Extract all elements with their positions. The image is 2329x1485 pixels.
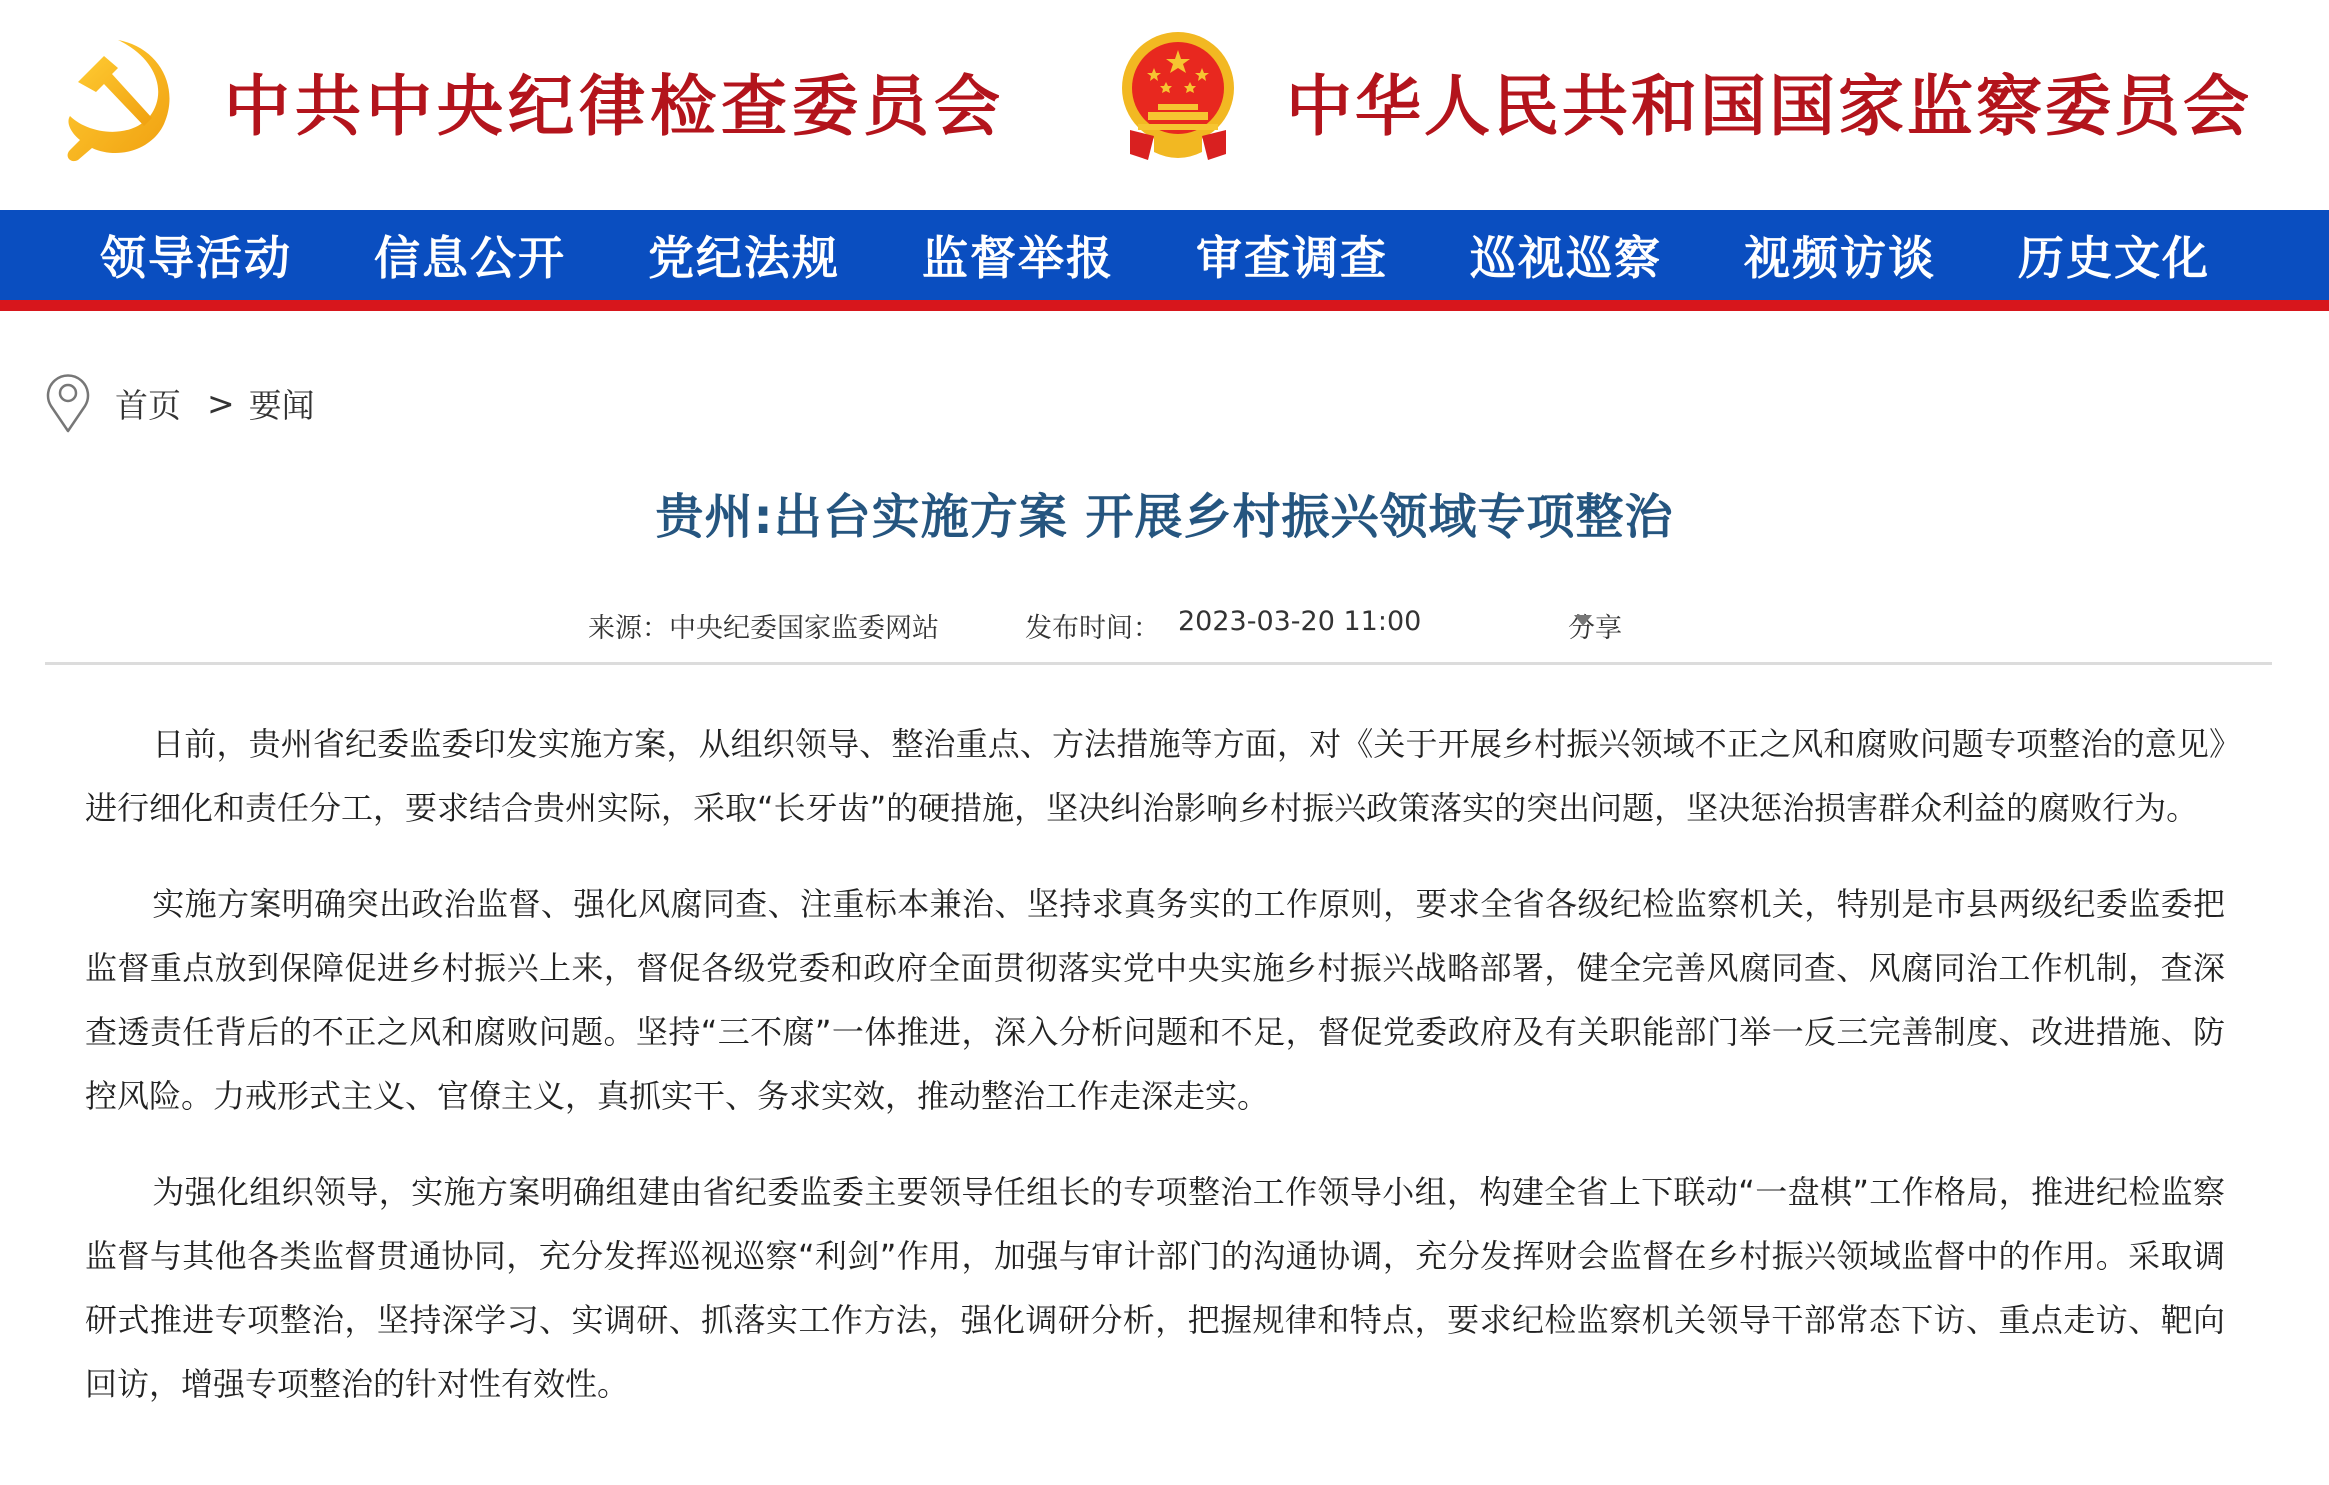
breadcrumb <box>45 368 315 438</box>
nsc-logo-link[interactable] <box>1108 0 2252 210</box>
nav-item-investigation[interactable]: 审查调查 <box>1196 231 1388 285</box>
article-paragraph: 实施方案明确突出政治监督、强化风腐同查、注重标本兼治、坚持求真务实的工作原则，要求全省各级纪检监察机关，特别是市县两级纪委监委把监督重点放到保障促进乡村振兴上来，督促各级党委和政府全面贯彻落实党中央实施乡村振兴战略部署，健全完善风腐同查、风腐同治工作机制，查深查透责任背后的不正之风和腐败问题。坚持“三不腐”一体推进，深入分析问题和不足，督促党委政府及有关职能部门举一反三完善制度、改进措施、防控风险。力戒形式主义、官僚主义，真抓实干、务求实效，推动整治工作走深走实。 <box>85 885 2225 1115</box>
nav-item-supervision-report[interactable]: 监督举报 <box>922 231 1114 285</box>
location-pin-icon <box>45 372 91 434</box>
main-nav <box>0 210 2329 300</box>
national-emblem-icon <box>1108 26 1248 166</box>
nav-item-history-culture[interactable]: 历史文化 <box>2018 231 2210 285</box>
ccdi-org-name: 中共中央纪律检查委员会 <box>224 66 1005 145</box>
nav-item-leadership[interactable]: 领导活动 <box>100 231 292 285</box>
breadcrumb-home[interactable]: 首页 <box>115 385 181 425</box>
article-title: 贵州:出台实施方案 开展乡村振兴领域专项整治 <box>655 489 1674 545</box>
article-meta <box>0 606 2329 650</box>
publish-time-label: 发布时间： <box>1025 613 1160 644</box>
nav-item-inspection[interactable]: 巡视巡察 <box>1470 231 1662 285</box>
nav-item-party-regulations[interactable]: 党纪法规 <box>648 231 840 285</box>
nav-item-info-disclosure[interactable]: 信息公开 <box>374 231 566 285</box>
article-body <box>85 712 2225 1448</box>
nav-item-video-interviews[interactable]: 视频访谈 <box>1744 231 1936 285</box>
share-label: 分享 <box>1568 613 1622 644</box>
meta-divider <box>45 662 2272 665</box>
breadcrumb-separator: > <box>207 383 235 423</box>
article-paragraph: 日前，贵州省纪委监委印发实施方案，从组织领导、整治重点、方法措施等方面，对《关于开展乡村振兴领域不正之风和腐败问题专项整治的意见》进行细化和责任分工，要求结合贵州实际，采取“长牙齿”的硬措施，坚决纠治影响乡村振兴政策落实的突出问题，坚决惩治损害群众利益的腐败行为。 <box>85 725 2225 827</box>
caret-down-icon <box>1574 615 1592 626</box>
publish-time-value: 2023-03-20 11:00 <box>1178 606 1422 637</box>
article-source: 来源：中央纪委国家监委网站 <box>588 613 939 644</box>
site-header <box>0 0 2329 210</box>
party-emblem-icon <box>48 26 188 166</box>
breadcrumb-news[interactable]: 要闻 <box>248 385 315 425</box>
share-button[interactable] <box>1568 606 1622 644</box>
nav-accent-stripe <box>0 300 2329 311</box>
nsc-org-name: 中华人民共和国国家监察委员会 <box>1286 66 2252 145</box>
ccdi-logo-link[interactable] <box>48 0 1005 210</box>
article-paragraph: 为强化组织领导，实施方案明确组建由省纪委监委主要领导任组长的专项整治工作领导小组，构建全省上下联动“一盘棋”工作格局，推进纪检监察监督与其他各类监督贯通协同，充分发挥巡视巡察“利剑”作用，加强与审计部门的沟通协调，充分发挥财会监督在乡村振兴领域监督中的作用。采取调研式推进专项整治，坚持深学习、实调研、抓落实工作方法，强化调研分析，把握规律和特点，要求纪检监察机关领导干部常态下访、重点走访、靶向回访，增强专项整治的针对性有效性。 <box>85 1173 2225 1403</box>
